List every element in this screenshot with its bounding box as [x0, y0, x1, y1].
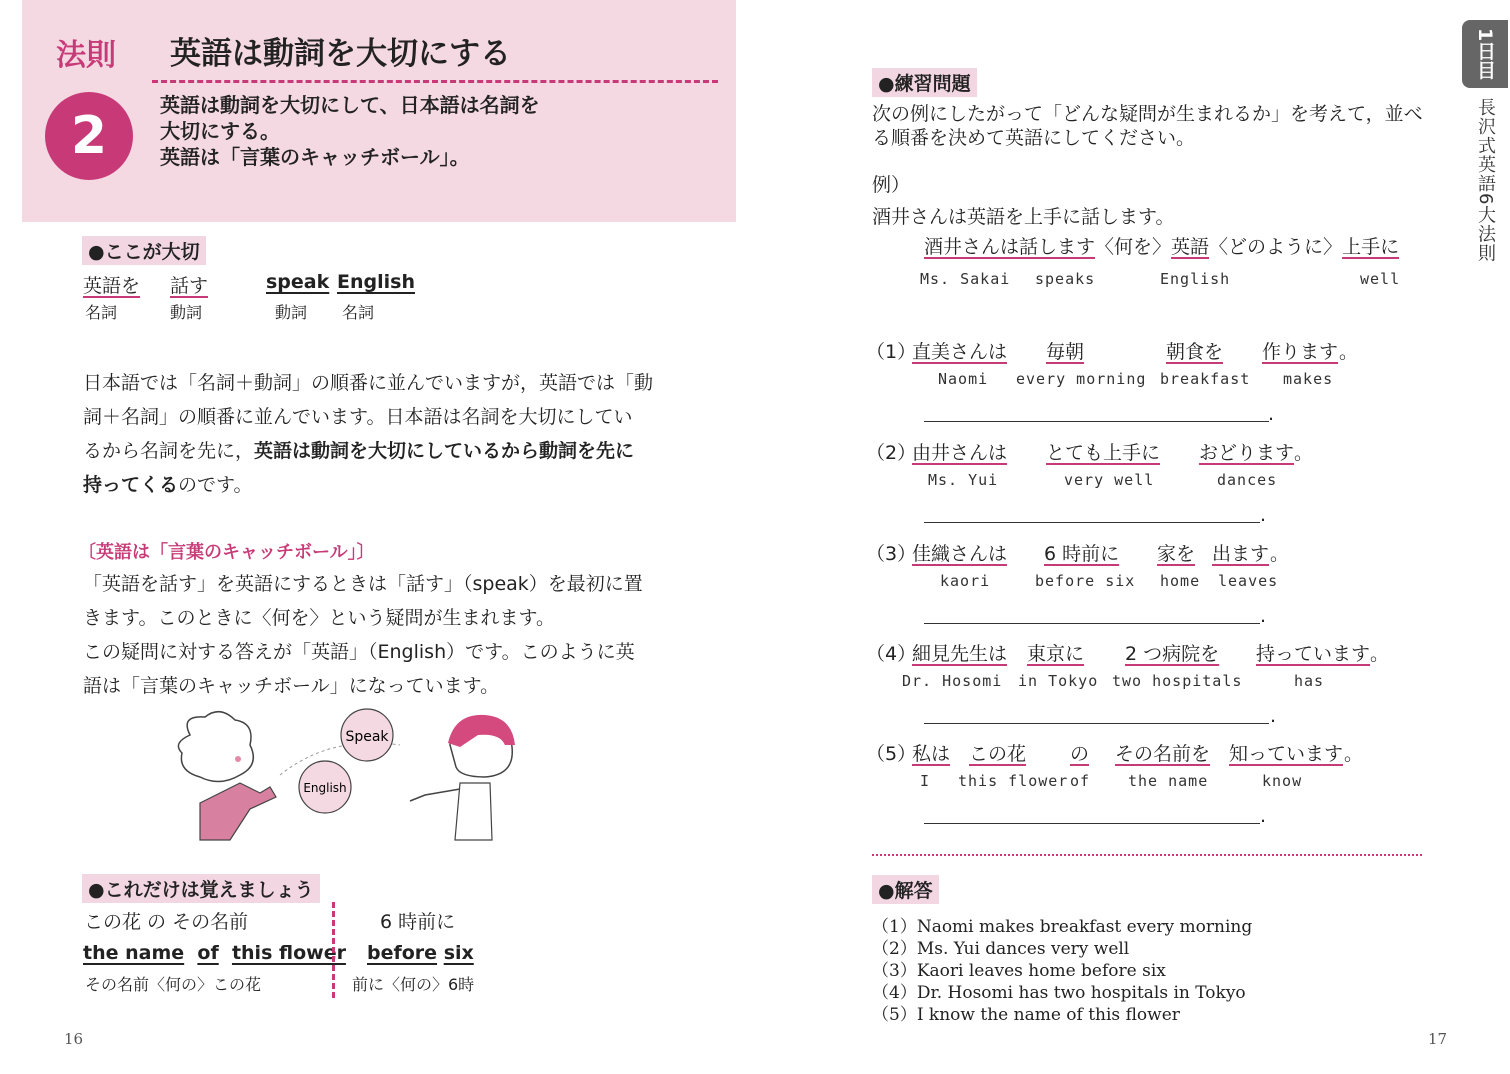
title-dashed-rule	[152, 80, 718, 83]
exercise-part: とても上手に	[1046, 442, 1161, 464]
catchball-paragraph	[83, 567, 653, 703]
side-tab-label: 長沢式英語6大法則	[1475, 98, 1496, 263]
law-title: 英語は動詞を大切にする	[170, 36, 511, 72]
example-hint-1: Ms. Sakai	[920, 270, 1011, 288]
catch-line-4: 語は「言葉のキャッチボール」になっています。	[83, 675, 500, 697]
hint-word: know	[1262, 772, 1303, 790]
hint-word: Naomi	[938, 370, 989, 388]
exercise-part: 細見先生は	[912, 643, 1008, 665]
catch-line-3: この疑問に対する答えが「英語」（English）です。このように英	[83, 641, 635, 663]
answer-item: （2）Ms. Yui dances very well	[872, 939, 1130, 959]
remember-left-jp: この花 の その名前	[84, 911, 249, 933]
catch-line-2: きます。このときに〈何を〉という疑問が生まれます。	[83, 607, 555, 629]
hint-word: Dr. Hosomi	[902, 672, 1003, 690]
exercise-part: 家を	[1157, 543, 1196, 565]
answer-line[interactable]	[924, 421, 1269, 422]
sentence-end: 。	[1339, 341, 1359, 363]
example-part-1: 酒井さんは話します	[924, 236, 1096, 258]
exercise-number: （2）	[866, 442, 917, 464]
en-word-2: English	[337, 271, 415, 293]
answer-item: （5）I know the name of this flower	[872, 1005, 1180, 1025]
important-heading: ●ここが大切	[82, 236, 206, 265]
practice-heading: ●練習問題	[872, 68, 977, 97]
hint-word: I	[920, 772, 931, 790]
hint-word: in Tokyo	[1018, 672, 1099, 690]
answer-item: （4）Dr. Hosomi has two hospitals in Tokyo	[872, 983, 1246, 1003]
summary-line-1: 英語は動詞を大切にして、日本語は名詞を	[160, 93, 540, 117]
catchball-illustration	[160, 705, 530, 845]
hint-word: Ms. Yui	[928, 471, 999, 489]
example-hint-3: English	[1160, 270, 1231, 288]
remember-left-note: その名前〈何の〉この花	[85, 975, 262, 994]
en-this-flower: this flower	[231, 942, 346, 964]
answer-line[interactable]	[924, 723, 1269, 724]
hint-word: has	[1294, 672, 1325, 690]
en-six: six	[443, 942, 474, 964]
remember-heading: ●これだけは覚えましょう	[82, 874, 320, 903]
exercise-part: 作ります	[1262, 341, 1339, 363]
answer-period: .	[1260, 504, 1267, 526]
hint-word: dances	[1217, 471, 1278, 489]
sentence-end: 。	[1294, 442, 1314, 464]
example-part-4: 〈どのように〉	[1209, 236, 1343, 258]
hint-word: this flower	[958, 772, 1069, 790]
answer-item: （1）Naomi makes breakfast every morning	[872, 917, 1253, 937]
hint-word: makes	[1283, 370, 1334, 388]
exercise-number: （3）	[866, 543, 917, 565]
en-pos-1: 動詞	[275, 303, 308, 322]
remember-right-note: 前に〈何の〉6時	[352, 975, 475, 994]
exercise-part: 佳織さんは	[912, 543, 1008, 565]
answer-period: .	[1260, 805, 1267, 827]
hint-word: home	[1160, 572, 1201, 590]
answer-line[interactable]	[924, 823, 1260, 824]
example-label: 例）	[872, 174, 911, 196]
remember-right-en	[367, 942, 474, 964]
jp-pos-1: 名詞	[85, 303, 118, 322]
exercise-part: おどります	[1199, 442, 1295, 464]
hint-word: the name	[1128, 772, 1209, 790]
answers-list	[872, 916, 1252, 1026]
exercise-4	[866, 639, 1432, 729]
answer-line[interactable]	[924, 623, 1260, 624]
exercise-3	[866, 539, 1432, 629]
answer-line[interactable]	[924, 522, 1260, 523]
catch-line-1: 「英語を話す」を英語にするときは「話す」（speak）を最初に置	[83, 573, 643, 595]
en-of: of	[197, 942, 219, 964]
instruction-line-1: 次の例にしたがって「どんな疑問が生まれるか」を考えて，並べ	[872, 103, 1423, 125]
page-number-right: 17	[1428, 1030, 1448, 1048]
instruction-line-2: る順番を決めて英語にしてください。	[872, 127, 1196, 149]
para-line-2: 詞＋名詞」の順番に並んでいます。日本語は名詞を大切にしてい	[83, 406, 633, 428]
answer-period: .	[1268, 403, 1275, 425]
exercise-part: 東京に	[1027, 643, 1085, 665]
para-line-1: 日本語では「名詞＋動詞」の順番に並んでいますが，英語では「動	[83, 372, 654, 394]
example-part-3: 英語	[1171, 236, 1210, 258]
exercise-part: 持っています	[1256, 643, 1371, 665]
hint-word: kaori	[940, 572, 991, 590]
exercise-number: （1）	[866, 341, 917, 363]
hint-word: breakfast	[1160, 370, 1251, 388]
remember-divider	[332, 902, 335, 998]
right-person-figure	[410, 715, 515, 840]
hint-word: every morning	[1016, 370, 1147, 388]
summary-line-2: 大切にする。	[160, 119, 280, 143]
answers-divider	[872, 854, 1422, 856]
hint-word: of	[1070, 772, 1091, 790]
example-part-5: 上手に	[1342, 236, 1400, 258]
exercise-2	[866, 438, 1432, 528]
answer-period: .	[1260, 605, 1267, 627]
remember-right-jp: 6 時前に	[380, 911, 456, 933]
exercise-number: （5）	[866, 743, 917, 765]
practice-instructions	[872, 102, 1423, 150]
en-before: before	[367, 942, 438, 964]
law-label: 法則	[56, 38, 116, 73]
explanation-paragraph	[83, 366, 653, 502]
exercise-part: 私は	[912, 743, 951, 765]
hint-word: very well	[1064, 471, 1155, 489]
exercise-part: 出ます	[1212, 543, 1270, 565]
law-number-circle	[45, 92, 133, 180]
exercise-part: 直美さんは	[912, 341, 1008, 363]
exercise-number: （4）	[866, 643, 917, 665]
example-hint-2: speaks	[1035, 270, 1096, 288]
jp-word-1: 英語を	[83, 275, 141, 297]
sentence-end: 。	[1270, 543, 1290, 565]
exercise-1	[866, 337, 1432, 427]
para-line-3: るから名詞を先に，英語は動詞を大切にしているから動詞を先に	[83, 440, 635, 462]
hint-word: before six	[1035, 572, 1136, 590]
en-the-name: the name	[83, 942, 185, 964]
exercise-part: 2 つ病院を	[1125, 643, 1220, 665]
summary-line-3: 英語は「言葉のキャッチボール」。	[160, 145, 470, 169]
example-hint-4: well	[1360, 270, 1401, 288]
english-bubble-text: English	[303, 781, 347, 795]
law-number: 2	[70, 106, 108, 166]
hint-word: two hospitals	[1112, 672, 1243, 690]
jp-pos-2: 動詞	[170, 303, 203, 322]
remember-left-en	[83, 942, 346, 964]
emphasis-text: 英語は動詞を大切にしているから動詞を先に	[254, 440, 635, 462]
exercise-part: この花	[969, 743, 1027, 765]
emphasis-text-2: 持ってくる	[83, 474, 179, 496]
hint-word: leaves	[1218, 572, 1279, 590]
exercise-5	[866, 739, 1432, 829]
exercise-part: その名前を	[1115, 743, 1211, 765]
answer-item: （3）Kaori leaves home before six	[872, 961, 1166, 981]
answers-heading: ●解答	[872, 875, 939, 904]
en-word-1: speak	[266, 271, 330, 293]
para-line-4: 持ってくるのです。	[83, 474, 253, 496]
exercise-part: 知っています	[1229, 743, 1344, 765]
sentence-end: 。	[1344, 743, 1364, 765]
example-parts	[924, 232, 1399, 259]
example-part-2: 〈何を〉	[1095, 236, 1172, 258]
answer-period: .	[1270, 705, 1277, 727]
exercise-part: の	[1070, 743, 1090, 765]
exercise-part: 朝食を	[1166, 341, 1224, 363]
page-number-left: 16	[64, 1030, 84, 1048]
jp-word-2: 話す	[170, 275, 209, 297]
example-sentence: 酒井さんは英語を上手に話します。	[872, 206, 1175, 228]
catchball-heading: 〔英語は「言葉のキャッチボール」〕	[78, 542, 375, 563]
en-pos-2: 名詞	[342, 303, 375, 322]
speak-bubble-text: Speak	[345, 729, 389, 745]
exercise-part: 毎朝	[1046, 341, 1085, 363]
exercise-part: 6 時前に	[1044, 543, 1120, 565]
sentence-end: 。	[1370, 643, 1390, 665]
side-tab-day: 1日目	[1462, 20, 1508, 88]
exercise-part: 由井さんは	[912, 442, 1008, 464]
left-person-figure	[178, 712, 276, 840]
law-summary	[160, 92, 540, 170]
